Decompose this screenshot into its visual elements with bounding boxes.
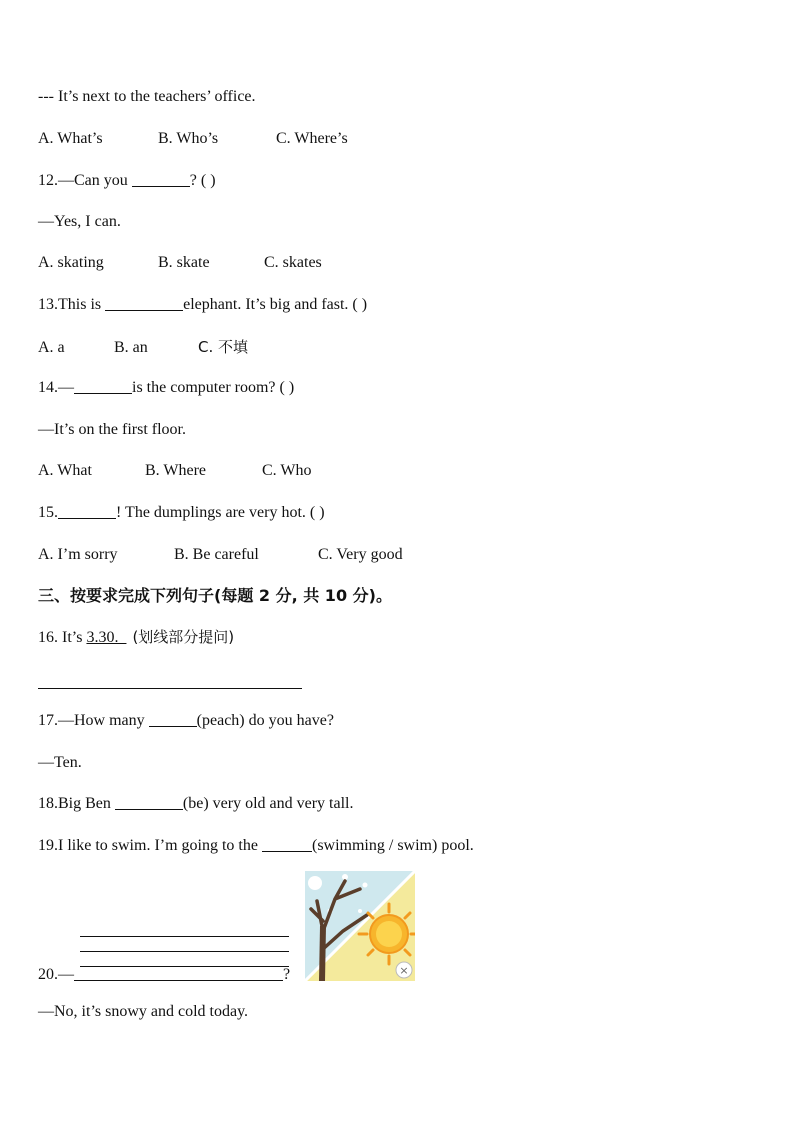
q11-option-c[interactable]: C. Where’s: [276, 130, 348, 147]
q17-blank[interactable]: [149, 710, 197, 727]
q18-blank[interactable]: [115, 793, 183, 810]
q13-option-c[interactable]: C. 不填: [198, 338, 249, 356]
q12-option-b[interactable]: B. skate: [158, 254, 210, 271]
q20-prefix: 20.—: [38, 966, 74, 983]
q15-options: [38, 544, 403, 566]
q13-question: [38, 294, 367, 316]
q20-blank[interactable]: [74, 964, 283, 981]
q17-suffix: (peach) do you have?: [196, 712, 334, 729]
q13-option-a[interactable]: A. a: [38, 339, 65, 356]
q12-prefix: 12.—Can you: [38, 172, 132, 189]
q17-question: [38, 710, 334, 732]
q17-answer-line: —Ten.: [38, 754, 82, 771]
q12-options: [38, 252, 322, 274]
q19-blank[interactable]: [262, 835, 312, 852]
q14-option-a[interactable]: A. What: [38, 462, 92, 479]
q18-suffix: (be) very old and very tall.: [182, 795, 354, 812]
q14-blank[interactable]: [74, 377, 132, 394]
q13-suffix: elephant. It’s big and fast. ( ): [183, 296, 368, 313]
q17-prefix: 17.—How many: [38, 712, 149, 729]
q20-answer-line: —No, it’s snowy and cold today.: [38, 1003, 249, 1020]
q16-instruction: (划线部分提问): [132, 628, 235, 646]
q15-suffix: ! The dumplings are very hot. ( ): [116, 504, 325, 521]
q16-question: [38, 626, 234, 649]
q11-option-b[interactable]: B. Who’s: [158, 130, 219, 147]
q12-suffix: ? ( ): [189, 172, 216, 189]
q20-writing-line[interactable]: [80, 937, 289, 952]
q12-question: [38, 170, 216, 192]
q20-suffix: ?: [283, 966, 291, 983]
q12-option-a[interactable]: A. skating: [38, 254, 104, 271]
q15-option-a[interactable]: A. I’m sorry: [38, 546, 118, 563]
winter-summer-icon: [305, 871, 415, 981]
q20-picture: [305, 871, 415, 981]
q12-blank[interactable]: [132, 170, 190, 187]
q14-answer-line: —It’s on the first floor.: [38, 421, 186, 438]
q13-options: [38, 336, 248, 359]
q20-writing-line[interactable]: [80, 922, 289, 937]
q20-writing-lines: [80, 922, 289, 967]
q13-blank[interactable]: [105, 294, 183, 311]
q13-option-b[interactable]: B. an: [114, 339, 148, 356]
q18-prefix: 18.Big Ben: [38, 795, 115, 812]
q11-answer-line: --- It’s next to the teachers’ office.: [38, 88, 256, 105]
q14-prefix: 14.—: [38, 379, 74, 396]
q11-options: [38, 128, 348, 150]
section-3-heading: 三、按要求完成下列句子(每题 2 分, 共 10 分)。: [38, 586, 392, 605]
q13-prefix: 13.This is: [38, 296, 106, 313]
q14-options: [38, 460, 311, 482]
q16-prefix: 16. It’s: [38, 629, 87, 646]
q14-question: [38, 377, 294, 399]
q16-answer-line[interactable]: [38, 688, 302, 689]
q15-question: [38, 502, 325, 524]
q15-blank[interactable]: [58, 502, 116, 519]
q16-underlined-time: 3.30.: [86, 629, 127, 646]
q19-question: [38, 835, 474, 857]
q12-option-c[interactable]: C. skates: [264, 254, 322, 271]
q14-option-c[interactable]: C. Who: [262, 462, 312, 479]
q14-suffix: is the computer room? ( ): [132, 379, 295, 396]
q12-answer-line: —Yes, I can.: [38, 213, 121, 230]
q18-question: [38, 793, 354, 815]
close-icon: ×: [399, 964, 409, 977]
q19-suffix: (swimming / swim) pool.: [311, 837, 474, 854]
q11-option-a[interactable]: A. What’s: [38, 130, 103, 147]
q20-question: [38, 964, 290, 986]
q15-prefix: 15.: [38, 504, 58, 521]
q19-prefix: 19.I like to swim. I’m going to the: [38, 837, 262, 854]
q15-option-c[interactable]: C. Very good: [318, 546, 403, 563]
q14-option-b[interactable]: B. Where: [145, 462, 207, 479]
q15-option-b[interactable]: B. Be careful: [174, 546, 259, 563]
